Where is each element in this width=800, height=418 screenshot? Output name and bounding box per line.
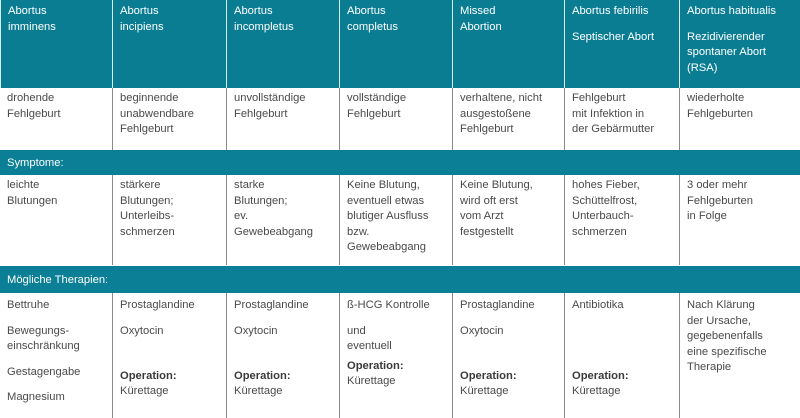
cell-text: Prostaglandine bbox=[460, 299, 535, 311]
cell-text: Unterbauch- bbox=[572, 210, 634, 222]
definition-cell bbox=[339, 88, 452, 150]
symptom-cell bbox=[339, 175, 452, 265]
therapy-cell bbox=[452, 293, 564, 418]
operation-label: Operation: bbox=[460, 369, 517, 382]
cell-text: gegebenenfalls bbox=[687, 330, 763, 342]
header-subtext: Rezidivierender bbox=[687, 30, 765, 43]
cell-text: Blutungen; bbox=[120, 194, 174, 207]
therapies-row bbox=[0, 293, 800, 418]
cell-text: schmerzen bbox=[120, 225, 175, 238]
cell-text: beginnende bbox=[120, 92, 179, 104]
header-cell-incompletus bbox=[226, 0, 339, 88]
cell-text: Kürettage bbox=[460, 385, 509, 397]
definition-cell bbox=[112, 88, 226, 150]
cell-text: der Gebärmutter bbox=[572, 123, 655, 135]
cell-text: Fehlgeburt bbox=[7, 107, 61, 120]
cell-text: Prostaglandine bbox=[234, 299, 309, 311]
cell-text: eine spezifische bbox=[687, 345, 767, 358]
cell-text: Keine Blutung, bbox=[460, 179, 533, 191]
symptoms-row bbox=[0, 175, 800, 265]
cell-text: Gestagengabe bbox=[7, 365, 81, 378]
cell-text: ß-HCG Kontrolle bbox=[347, 299, 430, 311]
cell-text: Bettruhe bbox=[7, 299, 50, 311]
operation-label: Operation: bbox=[572, 369, 629, 382]
cell-text: ev. bbox=[234, 210, 249, 222]
cell-text: vom Arzt bbox=[460, 210, 504, 222]
header-text: Abortus bbox=[120, 5, 159, 17]
operation-label: Operation: bbox=[120, 369, 177, 382]
cell-text: Oxytocin bbox=[460, 324, 504, 337]
cell-text: Schüttelfrost, bbox=[572, 194, 638, 207]
definition-cell bbox=[452, 88, 564, 150]
header-text: imminens bbox=[8, 20, 56, 33]
header-subtext: (RSA) bbox=[687, 61, 718, 74]
cell-text: Fehlgeburt bbox=[347, 107, 401, 120]
cell-text: ausgestoßene bbox=[460, 107, 531, 120]
cell-text: eventuell etwas bbox=[347, 194, 425, 207]
cell-text: Magnesium bbox=[7, 391, 65, 403]
cell-text: hohes Fieber, bbox=[572, 179, 640, 191]
cell-text: in Folge bbox=[687, 210, 727, 222]
cell-text: Kürettage bbox=[234, 385, 283, 397]
cell-text: Fehlgeburten bbox=[687, 107, 753, 120]
symptom-cell bbox=[452, 175, 564, 265]
therapy-cell bbox=[564, 293, 679, 418]
cell-text: Gewebeabgang bbox=[347, 241, 427, 253]
cell-text: wiederholte bbox=[687, 92, 745, 104]
symptom-cell bbox=[112, 175, 226, 265]
cell-text: Antibiotika bbox=[572, 299, 624, 311]
cell-text: Gewebeabgang bbox=[234, 225, 314, 238]
header-cell-completus bbox=[339, 0, 452, 88]
cell-text: vollständige bbox=[347, 92, 407, 104]
cell-text: Fehlgeburt bbox=[460, 123, 514, 135]
header-text: Abortus febirilis bbox=[572, 5, 649, 17]
cell-text: mit Infektion in bbox=[572, 107, 645, 120]
cell-text: unvollständige bbox=[234, 92, 306, 104]
header-subtext: Septischer Abort bbox=[572, 30, 655, 43]
header-text: incompletus bbox=[234, 20, 294, 33]
cell-text: Prostaglandine bbox=[120, 299, 195, 311]
cell-text: Bewegungs- bbox=[7, 324, 70, 337]
header-text: completus bbox=[347, 20, 398, 33]
cell-text: Oxytocin bbox=[120, 324, 164, 337]
cell-text: Keine Blutung, bbox=[347, 179, 420, 191]
cell-text: Fehlgeburt bbox=[572, 92, 626, 104]
therapy-cell bbox=[226, 293, 339, 418]
cell-text: Fehlgeburt bbox=[234, 107, 288, 120]
header-cell-febirilis bbox=[564, 0, 679, 88]
section-symptoms: Symptome: bbox=[0, 150, 800, 175]
cell-text: drohende bbox=[7, 92, 55, 104]
cell-text: verhaltene, nicht bbox=[460, 92, 543, 104]
header-text: Abortus bbox=[234, 5, 273, 17]
cell-text: Blutungen; bbox=[234, 194, 288, 207]
cell-text: Fehlgeburten bbox=[687, 194, 753, 207]
cell-text: blutiger Ausfluss bbox=[347, 210, 429, 222]
cell-text: Fehlgeburt bbox=[120, 123, 174, 135]
symptom-cell bbox=[564, 175, 679, 265]
cell-text: unabwendbare bbox=[120, 107, 195, 120]
cell-text: 3 oder mehr bbox=[687, 179, 748, 191]
cell-text: Kürettage bbox=[120, 385, 169, 397]
header-text: Abortus bbox=[8, 5, 47, 17]
symptom-cell bbox=[679, 175, 800, 265]
definition-row bbox=[0, 88, 800, 150]
symptom-cell bbox=[226, 175, 339, 265]
therapy-cell bbox=[339, 293, 452, 418]
cell-text: bzw. bbox=[347, 225, 370, 238]
operation-label: Operation: bbox=[347, 359, 404, 372]
definition-cell bbox=[564, 88, 679, 150]
cell-text: stärkere bbox=[120, 179, 161, 191]
cell-text: festgestellt bbox=[460, 225, 514, 238]
cell-text: Nach Klärung bbox=[687, 299, 755, 311]
header-text: Abortion bbox=[460, 20, 502, 33]
cell-text: Unterleibs- bbox=[120, 210, 175, 222]
header-text: incipiens bbox=[120, 20, 164, 33]
cell-text: Blutungen bbox=[7, 194, 58, 207]
cell-text: starke bbox=[234, 179, 265, 191]
cell-text: eventuell bbox=[347, 340, 392, 352]
cell-text: der Ursache, bbox=[687, 314, 752, 327]
header-cell-missed-abortion bbox=[452, 0, 564, 88]
header-row bbox=[0, 0, 800, 88]
symptom-cell bbox=[0, 175, 112, 265]
definition-cell bbox=[679, 88, 800, 150]
cell-text: einschränkung bbox=[7, 340, 80, 352]
header-text: Missed bbox=[460, 5, 496, 17]
header-text: Abortus habitualis bbox=[687, 5, 776, 17]
cell-text: und bbox=[347, 324, 366, 337]
cell-text: leichte bbox=[7, 179, 40, 191]
definition-cell bbox=[0, 88, 112, 150]
header-cell-habitualis bbox=[679, 0, 800, 88]
cell-text: Kürettage bbox=[572, 385, 621, 397]
header-cell-imminens bbox=[0, 0, 112, 88]
cell-text: Oxytocin bbox=[234, 324, 278, 337]
section-therapies: Mögliche Therapien: bbox=[0, 266, 800, 293]
cell-text: wird oft erst bbox=[460, 194, 518, 207]
therapy-cell bbox=[0, 293, 112, 418]
cell-text: schmerzen bbox=[572, 225, 627, 238]
cell-text: Therapie bbox=[687, 361, 732, 373]
header-cell-incipiens bbox=[112, 0, 226, 88]
therapy-cell bbox=[679, 293, 800, 418]
cell-text: Kürettage bbox=[347, 375, 396, 387]
header-text: Abortus bbox=[347, 5, 386, 17]
operation-label: Operation: bbox=[234, 369, 291, 382]
header-subtext: spontaner Abort bbox=[687, 46, 766, 58]
therapy-cell bbox=[112, 293, 226, 418]
definition-cell bbox=[226, 88, 339, 150]
